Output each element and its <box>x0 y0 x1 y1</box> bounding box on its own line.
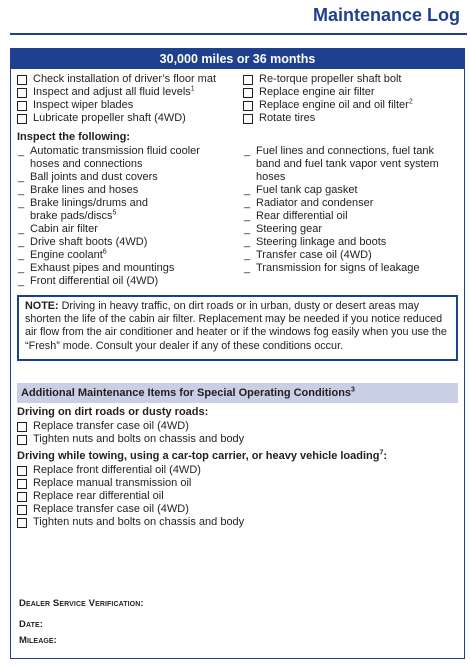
checklist-item-text: Tighten nuts and bolts on chassis and body <box>33 516 245 528</box>
footnote-marker: 2 <box>408 98 413 106</box>
inspect-item-line: Transmission for signs of leakage <box>256 262 420 274</box>
log-frame <box>10 48 465 659</box>
dash-marker: _ <box>244 249 251 261</box>
inspect-heading: Inspect the following: <box>17 131 131 143</box>
inspect-item-label <box>30 197 148 223</box>
checklist-item-label <box>259 73 401 86</box>
inspect-item-line: band and fuel tank vapor vent system <box>256 158 439 170</box>
page-title: Maintenance Log <box>312 5 460 25</box>
inspect-item-label <box>256 184 358 197</box>
checklist-item <box>15 490 455 503</box>
checkbox[interactable] <box>17 492 27 502</box>
checklist-item <box>241 73 461 86</box>
checklist-item <box>241 86 461 99</box>
inspect-item-line: Automatic transmission fluid cooler <box>30 145 200 157</box>
inspect-item-line: Transfer case oil (4WD) <box>256 249 372 261</box>
checkbox[interactable] <box>243 114 253 124</box>
checkbox[interactable] <box>17 101 27 111</box>
inspect-item-line: brake pads/discs$^5$ <box>30 209 117 222</box>
footnote-marker: 6 <box>102 248 107 256</box>
inspect-item-label <box>30 184 138 197</box>
checklist-item-text: Replace rear differential oil <box>33 490 164 502</box>
inspect-item-line: Fuel lines and connections, fuel tank <box>256 145 434 157</box>
inspect-item <box>243 145 463 184</box>
checkbox[interactable] <box>17 88 27 98</box>
dash-marker: _ <box>18 197 25 209</box>
checklist-item-text: Replace transfer case oil (4WD) <box>33 420 189 432</box>
dash-marker: _ <box>18 223 25 235</box>
checklist-item-label <box>259 99 413 112</box>
inspect-item-label <box>30 262 174 275</box>
inspect-item <box>17 171 243 184</box>
inspect-item <box>17 275 243 288</box>
checklist-item-label <box>259 112 315 125</box>
dash-marker: _ <box>244 210 251 222</box>
dash-marker: _ <box>18 145 25 157</box>
inspect-item-label <box>256 249 372 262</box>
tow-heading: Driving while towing, using a car-top carrier, or heavy vehicle loading$^7$: <box>17 449 388 462</box>
checklist-item-text: Rotate tires <box>259 112 316 124</box>
inspect-item-label <box>256 262 419 275</box>
checklist-item-label <box>33 503 189 516</box>
inspect-item-label <box>30 275 158 288</box>
checklist-item-text: Re-torque propeller shaft bolt <box>259 73 402 85</box>
inspect-item <box>17 145 243 171</box>
inspect-item <box>243 210 463 223</box>
inspect-item-label <box>30 223 98 236</box>
checklist-item <box>15 464 455 477</box>
inspect-item-line: Drive shaft boots (4WD) <box>30 236 148 248</box>
checklist-item <box>15 516 455 529</box>
checkbox[interactable] <box>243 101 253 111</box>
inspect-item <box>17 184 243 197</box>
inspect-item-line: Brake linings/drums and <box>30 197 149 209</box>
inspect-item <box>17 197 243 223</box>
inspect-item <box>243 249 463 262</box>
left-checklist <box>15 73 240 125</box>
inspect-left-list <box>17 145 243 288</box>
additional-heading-text: Additional Maintenance Items for Special Operating Conditions <box>21 387 352 399</box>
checklist-item-text: Inspect and adjust all fluid levels <box>33 86 191 98</box>
inspect-item <box>243 262 463 275</box>
inspect-item-line: Fuel tank cap gasket <box>256 184 358 196</box>
checklist-item-text: Inspect wiper blades <box>33 99 134 111</box>
dash-marker: _ <box>244 197 251 209</box>
inspect-item-line: Radiator and condenser <box>256 197 374 209</box>
checklist-item <box>15 99 240 112</box>
checklist-item-label <box>33 73 216 86</box>
inspect-item-label <box>256 145 439 184</box>
checklist-item-label <box>33 477 191 490</box>
inspect-item-label <box>256 236 386 249</box>
title-rule <box>10 33 467 35</box>
checklist-item-label <box>33 464 201 477</box>
dirt-heading: Driving on dirt roads or dusty roads: <box>17 406 209 418</box>
additional-heading: Additional Maintenance Items for Special Operating Conditions$^3$ <box>17 383 458 403</box>
inspect-item <box>17 249 243 262</box>
checklist-item <box>15 73 240 86</box>
dash-marker: _ <box>244 223 251 235</box>
checkbox[interactable] <box>17 505 27 515</box>
inspect-item-line: Steering linkage and boots <box>256 236 387 248</box>
checklist-item <box>241 99 461 112</box>
mileage-label: Mileage: <box>19 635 57 646</box>
checklist-item <box>15 420 455 433</box>
note-box <box>17 295 458 361</box>
inspect-item-line: Front differential oil (4WD) <box>30 275 159 287</box>
date-label: Date: <box>19 619 44 630</box>
checkbox[interactable] <box>243 75 253 85</box>
checklist-item-label <box>33 433 244 446</box>
checklist-item-label <box>33 516 244 529</box>
dash-marker: _ <box>244 145 251 157</box>
dash-marker: _ <box>244 262 251 274</box>
inspect-item-line: hoses and connections <box>30 158 143 170</box>
dash-marker: _ <box>18 236 25 248</box>
inspect-item <box>17 223 243 236</box>
dash-marker: _ <box>18 171 25 183</box>
checklist-item-label <box>33 86 195 99</box>
inspect-item-line: Ball joints and dust covers <box>30 171 158 183</box>
checklist-item-label <box>259 86 375 99</box>
footnote-marker: 5 <box>112 209 117 217</box>
inspect-item-label <box>30 236 147 249</box>
inspect-item-line: Brake lines and hoses <box>30 184 139 196</box>
checkbox[interactable] <box>17 114 27 124</box>
checklist-item-text: Replace manual transmission oil <box>33 477 192 489</box>
inspect-item <box>243 236 463 249</box>
checkbox[interactable] <box>17 75 27 85</box>
inspect-item-line: Cabin air filter <box>30 223 98 235</box>
inspect-item-line: Steering gear <box>256 223 323 235</box>
checkbox[interactable] <box>243 88 253 98</box>
inspect-right-list <box>243 145 463 275</box>
checklist-item <box>15 503 455 516</box>
dirt-list <box>15 420 455 446</box>
note-text: Driving in heavy traffic, on dirt roads or in urban, dusty or desert areas may shorten the life of the cabin air filter. Replacement may be needed if you notice reduced air flow from the air conditioner and heater or if the windows fog easily when you use the “Fresh” mode. Consult your dealer if any of these conditions occur. <box>25 300 447 352</box>
inspect-item <box>17 262 243 275</box>
inspect-item-label <box>30 145 200 171</box>
footnote-marker: 1 <box>190 85 195 93</box>
tow-list <box>15 464 455 529</box>
dash-marker: _ <box>244 184 251 196</box>
inspect-item-label <box>30 249 107 262</box>
dash-marker: _ <box>18 262 25 274</box>
inspect-item-line: Engine coolant$^6$ <box>30 248 107 261</box>
checkbox[interactable] <box>17 435 27 445</box>
checkbox[interactable] <box>17 518 27 528</box>
checkbox[interactable] <box>17 466 27 476</box>
note-label: NOTE: <box>25 300 59 312</box>
checklist-item-text: Check installation of driver’s floor mat <box>33 73 217 85</box>
interval-header: 30,000 miles or 36 months <box>11 49 464 69</box>
dash-marker: _ <box>18 184 25 196</box>
checklist-item-label <box>33 490 164 503</box>
checklist-item-label <box>33 99 133 112</box>
inspect-item <box>243 223 463 236</box>
checklist-item-text: Replace engine air filter <box>259 86 375 98</box>
checklist-item <box>241 112 461 125</box>
checklist-item-label <box>33 112 186 125</box>
checklist-item <box>15 112 240 125</box>
inspect-item-line: Exhaust pipes and mountings <box>30 262 175 274</box>
dash-marker: _ <box>18 275 25 287</box>
inspect-item-line: hoses <box>256 171 286 183</box>
inspect-item-line: Rear differential oil <box>256 210 348 222</box>
checklist-item <box>15 477 455 490</box>
checklist-item-text: Replace front differential oil (4WD) <box>33 464 201 476</box>
checklist-item-text: Tighten nuts and bolts on chassis and body <box>33 433 245 445</box>
inspect-item-label <box>30 171 158 184</box>
checklist-item <box>15 86 240 99</box>
checklist-item-text: Replace transfer case oil (4WD) <box>33 503 189 515</box>
checklist-item-text: Replace engine oil and oil filter <box>259 99 409 111</box>
checkbox[interactable] <box>17 479 27 489</box>
dash-marker: _ <box>18 249 25 261</box>
inspect-item-label <box>256 223 322 236</box>
inspect-item-label <box>256 210 348 223</box>
inspect-item <box>243 197 463 210</box>
checklist-item-label <box>33 420 189 433</box>
checklist-item-text: Lubricate propeller shaft (4WD) <box>33 112 186 124</box>
dash-marker: _ <box>244 236 251 248</box>
inspect-item-label <box>256 197 373 210</box>
inspect-item <box>17 236 243 249</box>
inspect-item <box>243 184 463 197</box>
checklist-item <box>15 433 455 446</box>
right-checklist <box>241 73 461 125</box>
checkbox[interactable] <box>17 422 27 432</box>
dealer-verification-label: Dealer Service Verification: <box>19 598 144 609</box>
